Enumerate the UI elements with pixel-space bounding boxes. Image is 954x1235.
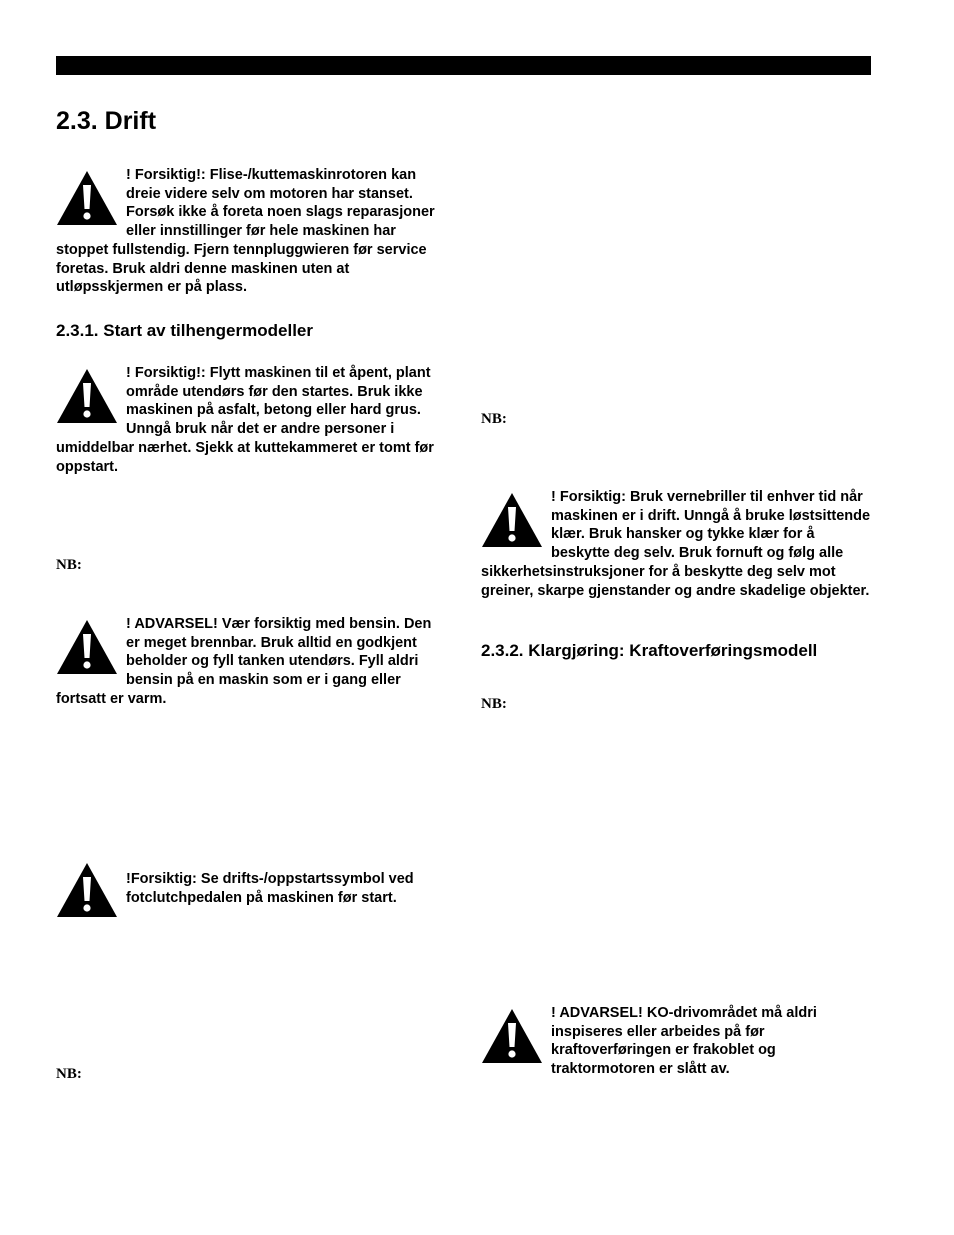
header-bar: [56, 56, 871, 75]
note-label: NB:: [56, 557, 82, 573]
note-label: NB:: [481, 411, 507, 427]
warning-block-fuel: [56, 615, 446, 709]
warning-text: ! Forsiktig: Bruk vernebriller til enhver tid når maskinen er i drift. Unngå å bruke løstsittende klær. Bruk hansker og tykke klær for å beskytte deg selv. Bruk fornuft og følg alle sikkerhetsinstruksjoner for å beskytte deg selv mot greiner, skarpe gjenstander og andre skadelige objekter.: [481, 489, 871, 599]
warning-block-pto-drive: [481, 1004, 871, 1079]
warning-triangle-icon: [481, 492, 543, 548]
warning-block-placement: [56, 364, 446, 476]
warning-triangle-icon: [56, 862, 118, 918]
subsection-title-pto-prep: 2.3.2. Klargjøring: Kraftoverføringsmodell: [481, 641, 818, 660]
warning-triangle-icon: [56, 170, 118, 226]
warning-text: ! Forsiktig!: Flytt maskinen til et åpent, plant område utendørs før den startes. Bruk ikke maskinen på asfalt, betong eller hard grus. Unngå bruk når det er andre personer i umiddelbar nærhet. Sjekk at kuttekammeret er tomt før oppstart.: [56, 365, 434, 475]
warning-triangle-icon: [56, 368, 118, 424]
warning-block-protective-gear: [481, 488, 871, 600]
warning-triangle-icon: [56, 619, 118, 675]
warning-block-startup-symbol: [56, 858, 446, 920]
subsection-title-trailer-start: 2.3.1. Start av tilhengermodeller: [56, 321, 313, 340]
section-title: 2.3. Drift: [56, 107, 157, 135]
warning-triangle-icon: [481, 1008, 543, 1064]
warning-text: ! Forsiktig!: Flise-/kuttemaskinrotoren kan dreie videre selv om motoren har stanset. Forsøk ikke å foreta noen slags reparasjoner eller innstillinger før hele maskinen har stoppet fullstendig. Fjern tennpluggwieren før service foretas. Bruk aldri denne maskinen uten at utløpsskjermen er på plass.: [56, 167, 435, 296]
note-label: NB:: [481, 696, 507, 712]
warning-text: ! ADVARSEL! Vær forsiktig med bensin. Den er meget brennbar. Bruk alltid en godkjent beholder og fyll tanken utendørs. Fyll aldri bensin på en maskin som er i gang eller fortsatt er varm.: [56, 616, 432, 707]
warning-block-rotor: [56, 166, 446, 297]
note-label: NB:: [56, 1066, 82, 1082]
warning-text: ! ADVARSEL! KO-drivområdet må aldri inspiseres eller arbeides på før kraftoverføringen er frakoblet og traktormotoren er slått av.: [551, 1005, 817, 1078]
warning-text: !Forsiktig: Se drifts-/oppstartssymbol ved fotclutchpedalen på maskinen før start.: [126, 871, 414, 906]
